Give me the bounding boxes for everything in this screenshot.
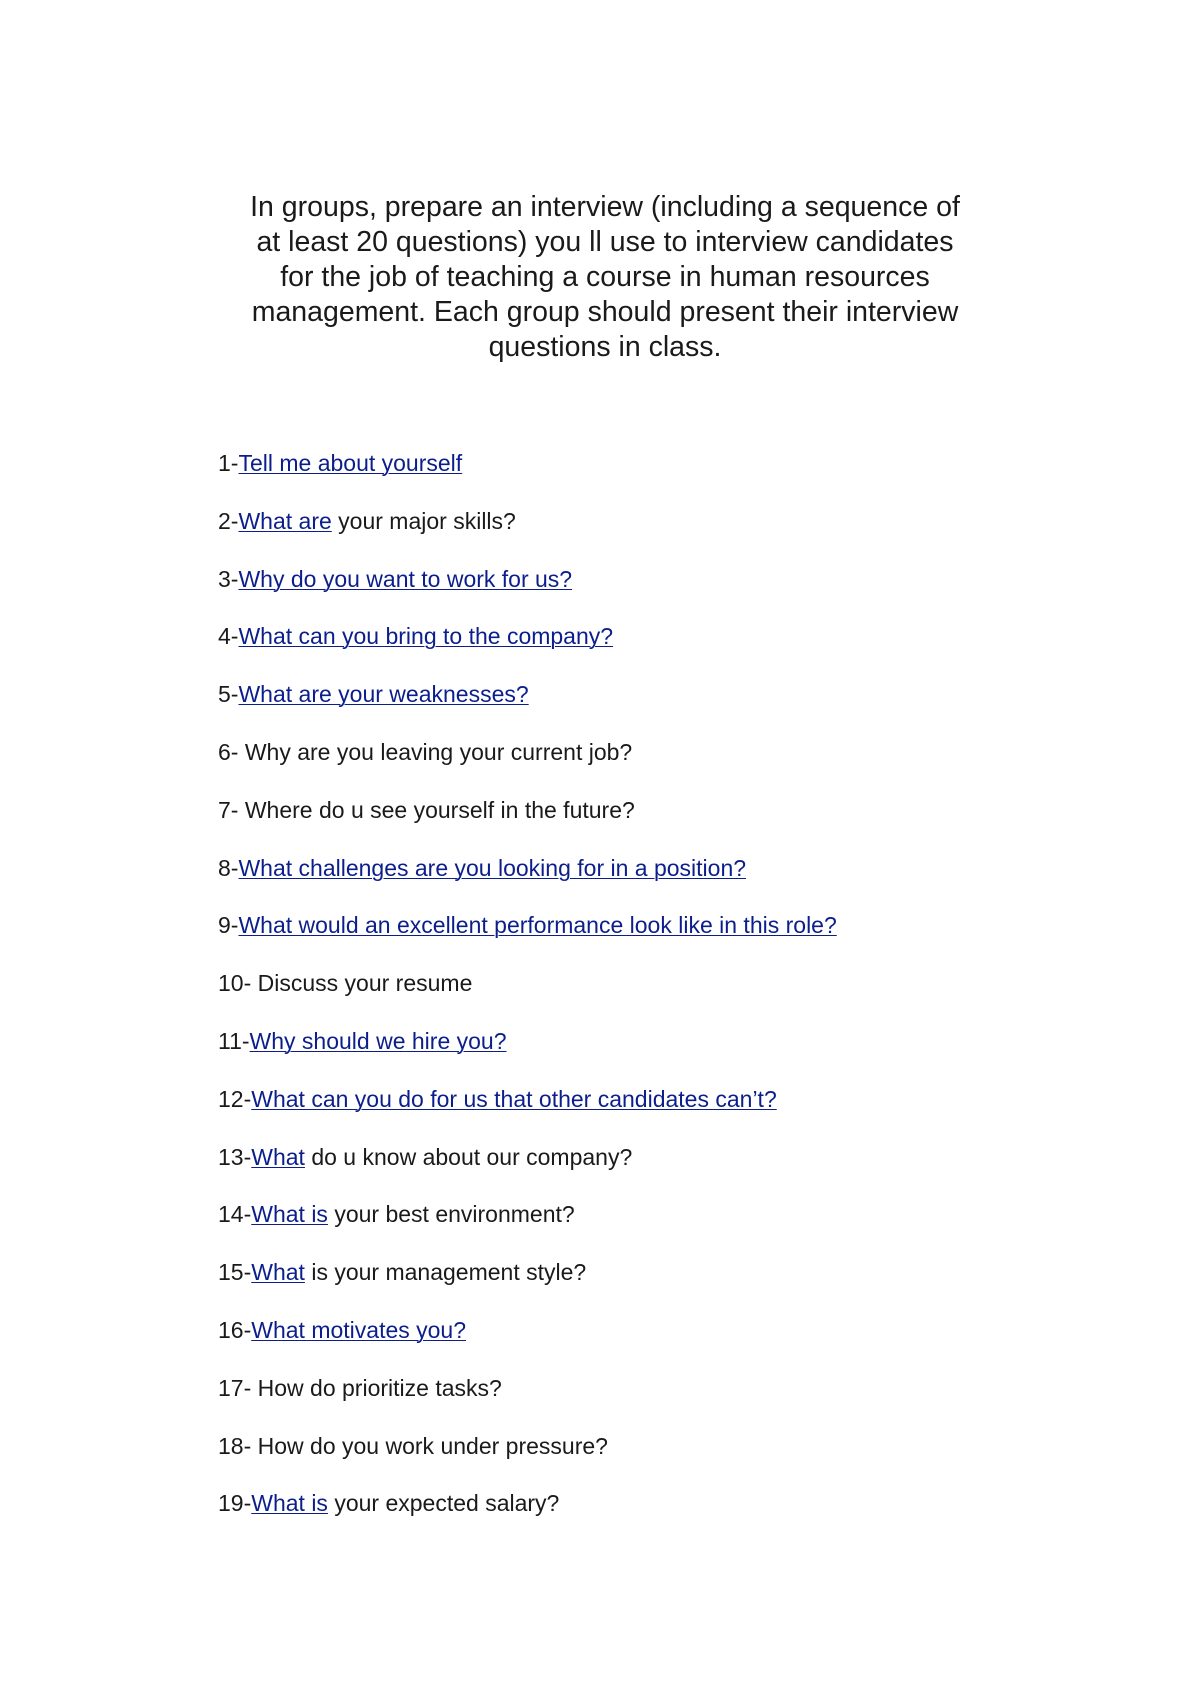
question-text: How do you work under pressure?	[251, 1432, 608, 1459]
question-item	[218, 1143, 837, 1201]
question-number: 17-	[218, 1374, 252, 1401]
question-link[interactable]: What are your weaknesses?	[238, 681, 529, 708]
intro-line: management. Each group should present their interview	[251, 296, 959, 328]
question-number: 9-	[218, 912, 239, 939]
question-item	[218, 622, 837, 680]
question-number: 11-	[218, 1027, 250, 1054]
question-link[interactable]: What challenges are you looking for in a position?	[238, 854, 747, 881]
question-number: 12-	[218, 1085, 252, 1112]
question-text: Why are you leaving your current job?	[238, 738, 633, 765]
question-link[interactable]: What	[251, 1259, 305, 1286]
question-link[interactable]: Why should we hire you?	[249, 1027, 507, 1054]
question-link[interactable]: What is	[251, 1490, 328, 1517]
intro-line: In groups, prepare an interview (including a sequence of	[250, 191, 960, 223]
question-link[interactable]: What are	[238, 507, 332, 534]
question-item	[218, 969, 837, 1027]
question-number: 16-	[218, 1316, 252, 1343]
question-number: 2-	[218, 507, 239, 534]
question-item	[218, 796, 837, 854]
question-number: 4-	[218, 623, 239, 650]
question-text: your major skills?	[331, 507, 516, 534]
question-item	[218, 1432, 837, 1490]
question-text: your best environment?	[327, 1201, 575, 1228]
question-item	[218, 507, 837, 565]
question-item	[218, 911, 837, 969]
question-item	[218, 854, 837, 912]
question-link[interactable]: What	[251, 1143, 305, 1170]
question-item	[218, 738, 837, 796]
question-link[interactable]: Tell me about yourself	[238, 450, 463, 476]
question-text: How do prioritize tasks?	[251, 1374, 502, 1401]
question-text: Discuss your resume	[251, 970, 473, 997]
question-item	[218, 1258, 837, 1316]
question-item	[218, 1200, 837, 1258]
question-list	[218, 449, 837, 1547]
question-item	[218, 680, 837, 738]
question-text: is your management style?	[304, 1259, 587, 1286]
question-number: 18-	[218, 1432, 252, 1459]
question-item	[218, 449, 837, 507]
question-item	[218, 1027, 837, 1085]
question-number: 10-	[218, 970, 252, 997]
question-item	[218, 1489, 837, 1547]
question-link[interactable]: Why do you want to work for us?	[238, 565, 573, 592]
question-number: 14-	[218, 1201, 252, 1228]
intro-line: at least 20 questions) you ll use to interview candidates	[256, 226, 954, 258]
question-link[interactable]: What can you bring to the company?	[238, 623, 614, 650]
question-link[interactable]: What motivates you?	[251, 1316, 467, 1343]
intro-paragraph	[220, 190, 990, 365]
question-item	[218, 1085, 837, 1143]
question-number: 8-	[218, 854, 239, 881]
intro-line: questions in class.	[488, 331, 722, 363]
question-text: Where do u see yourself in the future?	[238, 796, 635, 823]
question-link[interactable]: What would an excellent performance look like in this role?	[238, 912, 837, 939]
question-item	[218, 1316, 837, 1374]
question-text: do u know about our company?	[304, 1143, 633, 1170]
question-number: 3-	[218, 565, 239, 592]
intro-line: for the job of teaching a course in human resources	[280, 261, 930, 293]
question-number: 5-	[218, 681, 239, 708]
question-number: 15-	[218, 1259, 252, 1286]
question-text: your expected salary?	[327, 1490, 560, 1517]
question-number: 13-	[218, 1143, 252, 1170]
question-number: 7-	[218, 796, 239, 823]
question-link[interactable]: What is	[251, 1201, 328, 1228]
question-number: 1-	[218, 450, 239, 476]
question-link[interactable]: What can you do for us that other candidates can’t?	[251, 1085, 777, 1112]
question-item	[218, 565, 837, 623]
question-item	[218, 1374, 837, 1432]
question-number: 6-	[218, 738, 239, 765]
question-number: 19-	[218, 1490, 252, 1517]
